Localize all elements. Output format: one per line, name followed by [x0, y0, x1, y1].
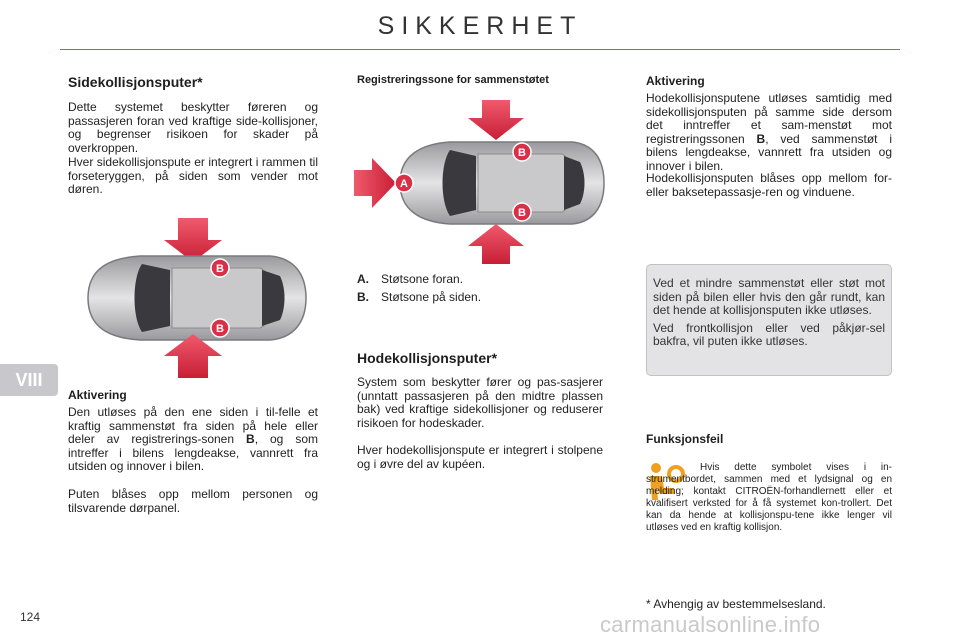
- activation-heading-right: Aktivering: [646, 74, 705, 88]
- watermark: carmanualsonline.info: [600, 612, 821, 637]
- info-note-box: [646, 264, 892, 376]
- head-airbags-location: Hver hodekollisjonspute er integrert i stolpene og i øvre del av kupéen.: [357, 443, 603, 471]
- page-title: SIKKERHET: [377, 12, 583, 40]
- side-airbags-intro: Dette systemet beskytter føreren og passasjeren foran ved kraftige side-kollisjoner, og begrenser risikoen for skader på overkroppen.: [68, 100, 318, 155]
- side-airbags-heading: Sidekollisjonsputer*: [68, 74, 203, 90]
- svg-text:B: B: [518, 147, 526, 159]
- footnote: * Avhengig av bestemmelsesland.: [646, 597, 826, 611]
- zone-b-badge-bottom-mid: [513, 203, 531, 221]
- chapter-tab: VIII: [0, 364, 58, 396]
- malfunction-text: Hvis dette symbolet vises i in-strumentbordet, sammen med et lydsignal og en melding; kontakt CITROËN-forhandlernett eller et kvalifisert verksted for å få systemet kon-trollert. Det kan da hende at kollisjonspu-tene ikke lenger vil utløses ved en kraftig kollisjon.: [646, 462, 892, 533]
- legend-item-b: B. Støtsone på siden.: [357, 290, 482, 304]
- note-minor-impact: Ved et mindre sammenstøt eller støt mot siden på bilen eller hvis den går rundt, kan det hende at kollisjonsputen ikke utløses.: [653, 276, 885, 317]
- activation-text-right: Hodekollisjonsputene utløses samtidig med sidekollisjonsputen på samme side dersom det inntreffer et sam-menstøt mot registreringssonen B, ved sammenstøt i bilens lengdeakse, vannrett fra utsiden og innover i bilen.: [646, 91, 892, 173]
- legend-item-a: A. Støtsone foran.: [357, 272, 464, 286]
- detection-zone-figure: [352, 100, 608, 264]
- title-divider: [60, 49, 900, 50]
- zone-b-badge-top: [211, 259, 229, 277]
- activation-inflation-right: Hodekollisjonsputen blåses opp mellom for- eller baksetepassasje-ren og vinduene.: [646, 171, 892, 199]
- svg-text:B: B: [216, 323, 224, 335]
- activation-inflation-left: Puten blåses opp mellom personen og tilsvarende dørpanel.: [68, 487, 318, 515]
- zone-legend: [357, 270, 481, 306]
- zone-a-badge: [395, 174, 413, 192]
- impact-arrow-front: [354, 158, 396, 208]
- page-number: 124: [20, 610, 41, 624]
- impact-arrow-bottom-mid: [468, 224, 524, 264]
- svg-text:A: A: [400, 178, 408, 190]
- zone-b-badge-bottom: [211, 319, 229, 337]
- side-impact-figure: [80, 218, 312, 378]
- svg-text:B: B: [518, 207, 526, 219]
- zone-b-badge-top-mid: [513, 143, 531, 161]
- detection-zone-heading: Registreringssone for sammenstøtet: [357, 74, 549, 86]
- head-airbags-heading: Hodekollisjonsputer*: [357, 350, 498, 366]
- impact-arrow-top-mid: [468, 100, 524, 140]
- malfunction-heading: Funksjonsfeil: [646, 432, 724, 446]
- svg-text:B: B: [216, 263, 224, 275]
- side-airbags-location: Hver sidekollisjonspute er integrert i rammen til forseteryggen, på siden som vender mot døren.: [68, 155, 318, 196]
- head-airbags-intro: System som beskytter fører og pas-sasjerer (unntatt passasjeren på den midtre plassen bak) ved kraftige sidekollisjoner og reduserer risikoen for hodeskader.: [357, 375, 603, 430]
- activation-text-left: Den utløses på den ene siden i til-felle et kraftig sammenstøt fra siden på hele eller deler av registrerings-sonen B, og som intreffer i bilens lengdeakse, vannrett fra utsiden og innover i bilen.: [68, 405, 318, 473]
- note-frontal-impact: Ved frontkollisjon eller ved påkjør-sel bakfra, vil puten ikke utløses.: [653, 320, 885, 348]
- activation-heading-left: Aktivering: [68, 388, 127, 402]
